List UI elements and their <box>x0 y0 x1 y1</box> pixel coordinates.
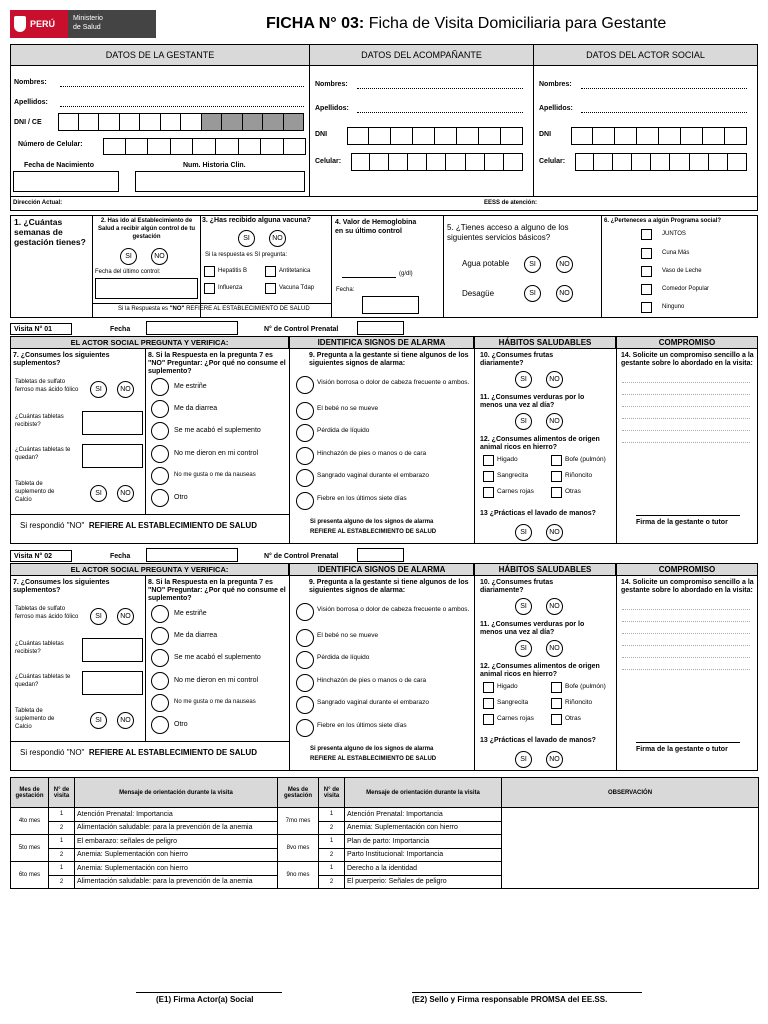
visit-2-motivo-0: Me estriñe <box>174 610 207 617</box>
visit-1-motivo-5: Otro <box>174 494 188 501</box>
: Carnes rojas <box>497 715 534 722</box>
visit-1-compromiso-line[interactable] <box>622 418 750 419</box>
q2-fecha-field[interactable] <box>95 278 198 299</box>
visit-1-compromiso-line[interactable] <box>622 382 750 383</box>
visit-2-sulfato-no[interactable]: NO <box>117 608 134 625</box>
apellidos-field[interactable] <box>60 106 304 107</box>
visit-1-firma: Firma de la gestante o tutor <box>636 519 728 526</box>
q3-no[interactable]: NO <box>269 230 286 247</box>
visit-1-signo-2-radio[interactable] <box>296 424 314 442</box>
signature-line-e1 <box>136 992 282 993</box>
visit-1-actor-hdr: EL ACTOR SOCIAL PREGUNTA Y VERIFICA: <box>10 336 289 349</box>
: Carnes rojas <box>497 488 534 495</box>
visit-2-signo-2: Pérdida de líquido <box>317 654 370 661</box>
visit-1-control-field[interactable] <box>357 321 404 335</box>
visit-2-signo-5: Fiebre en los últimos siete días <box>317 722 407 729</box>
col-visita-2: N° de visita <box>319 778 345 808</box>
visit-2-fecha-field[interactable] <box>146 548 238 562</box>
visit-2-motivo-2-radio[interactable] <box>151 649 169 667</box>
: Bofe (pulmón) <box>565 456 606 463</box>
q4-fecha-label: Fecha: <box>336 287 355 293</box>
visit-2-actor-hdr: EL ACTOR SOCIAL PREGUNTA Y VERIFICA: <box>10 563 289 576</box>
q4-fecha-field[interactable] <box>362 296 419 314</box>
signature-line-e2 <box>412 992 642 993</box>
visit-1-calcio-si[interactable]: SI <box>90 485 107 502</box>
visit-1-fecha-field[interactable] <box>146 321 238 335</box>
visit-1-signo-5: Fiebre en los últimos siete días <box>317 495 407 502</box>
q6-label: 6. ¿Perteneces a algún Programa social? <box>604 218 722 224</box>
visit-2-alimento-5-check[interactable] <box>551 714 562 725</box>
q2-no[interactable]: NO <box>151 248 168 265</box>
visit-1-label-box <box>10 323 72 335</box>
visit-2-sulfato-si[interactable]: SI <box>90 608 107 625</box>
historia-field[interactable] <box>135 171 305 192</box>
visit-1-alimento-3-check[interactable] <box>551 471 562 482</box>
visit-2-q13: 13 ¿Prácticas el lavado de manos? <box>480 737 596 744</box>
visit-1-compromiso-line[interactable] <box>622 394 750 395</box>
: ¿Cuántas tabletas recibiste? <box>15 641 64 655</box>
actor-celular-label: Celular: <box>539 158 566 165</box>
visit-2-q11-no[interactable]: NO <box>546 640 563 657</box>
visit-2-alarma-hdr: IDENTIFICA SIGNOS DE ALARMA <box>289 563 474 576</box>
prog-ninguno-check[interactable] <box>641 302 652 313</box>
col-visita: N° de visita <box>49 778 75 808</box>
visit-2-compromiso-line[interactable] <box>622 621 750 622</box>
visit-2-signo-0: Visión borrosa o dolor de cabeza frecuente o ambos. <box>317 606 470 613</box>
visit-2-recibiste-field[interactable] <box>82 638 143 662</box>
visit-1-compromiso-line[interactable] <box>622 430 750 431</box>
visit-2-motivo-4-radio[interactable] <box>151 694 169 712</box>
visit-2-label-box <box>10 550 72 562</box>
visit-1-alimento-2-check[interactable] <box>483 471 494 482</box>
visit-2-compromiso-line[interactable] <box>622 609 750 610</box>
agua-si[interactable]: SI <box>524 256 541 273</box>
: Higado <box>497 456 518 463</box>
: Higado <box>497 683 518 690</box>
visit-1-motivo-0: Me estriñe <box>174 383 207 390</box>
visit-1-q13-no[interactable]: NO <box>546 524 563 541</box>
visit-1-motivo-3: No me dieron en mi control <box>174 450 259 457</box>
visit-1-q11: 11. ¿Consumes verduras por lo menos una vez al día? <box>480 394 585 409</box>
actor-nombres-field[interactable] <box>581 88 747 89</box>
gestante-header: DATOS DE LA GESTANTE <box>10 44 310 66</box>
logo <box>10 10 156 38</box>
q4-label: 4. Valor de Hemoglobina en su último control <box>335 219 417 235</box>
col-mensaje: Mensaje de orientación durante la visita <box>75 778 278 808</box>
visit-1-signo-0: Visión borrosa o dolor de cabeza frecuente o ambos. <box>317 379 470 386</box>
visit-2-motivo-3-radio[interactable] <box>151 672 169 690</box>
vac-tdap-check[interactable] <box>265 283 276 294</box>
visit-1-q8: 8. Si la Respuesta en la pregunta 7 es "NO" Preguntar: ¿Por qué no consume el suplemento? <box>148 352 286 375</box>
acomp-dni-label: DNI <box>315 131 328 138</box>
visit-1-q10-no[interactable]: NO <box>546 371 563 388</box>
visit-2-q10-si[interactable]: SI <box>515 598 532 615</box>
visit-2-motivo-0-radio[interactable] <box>151 605 169 623</box>
visit-2-calcio-si[interactable]: SI <box>90 712 107 729</box>
q3-si[interactable]: SI <box>238 230 255 247</box>
visit-1-alimento-4-check[interactable] <box>483 487 494 498</box>
col-mes-2: Mes de gestación <box>278 778 319 808</box>
visit-2-compromiso-hdr: COMPROMISO <box>616 563 758 576</box>
vac-hepatitis-check[interactable] <box>204 266 215 277</box>
visit-2-signo-2-radio[interactable] <box>296 651 314 669</box>
visit-1-motivo-3-radio[interactable] <box>151 445 169 463</box>
acomp-celular-label: Celular: <box>315 158 342 165</box>
table-row: 6to mes 1 Anemia: Suplementación con hierro 9no mes 1 Derecho a la identidad <box>11 862 759 876</box>
visit-1-q11-no[interactable]: NO <box>546 413 563 430</box>
visit-2-motivo-2: Se me acabó el suplemento <box>174 654 261 661</box>
visit-2-signo-4: Sangrado vaginal durante el embarazo <box>317 699 430 706</box>
visit-2-motivo-1: Me da diarrea <box>174 632 218 639</box>
visit-1-compromiso-line[interactable] <box>622 406 750 407</box>
visit-2-compromiso-line[interactable] <box>622 645 750 646</box>
prog-juntos-check[interactable] <box>641 229 652 240</box>
visit-2-q7: 7. ¿Consumes los siguientes suplementos? <box>13 579 110 594</box>
actor-dni-label: DNI <box>539 131 552 138</box>
vac-influenza-check[interactable] <box>204 283 215 294</box>
: REFIERE AL ESTABLECIMIENTO DE SALUD <box>310 529 437 535</box>
q2-fecha-label: Fecha del último control: <box>95 269 161 275</box>
visit-2-signo-3: Hinchazón de pies o manos o de cara <box>317 677 427 684</box>
visit-1-label: Visita N° 01 <box>14 326 53 333</box>
: Tabletas de sulfato ferroso mas ácido fólico <box>15 606 79 620</box>
visit-1-calcio-no[interactable]: NO <box>117 485 134 502</box>
visit-2-quedan-field[interactable] <box>82 671 143 695</box>
visit-1-signo-5-radio[interactable] <box>296 492 314 510</box>
: Si presenta alguno de los signos de alarma <box>310 746 434 752</box>
visit-2-refiere: Si respondió "NO" REFIERE AL ESTABLECIMIENTO DE SALUD <box>20 748 257 757</box>
visit-2-q11-si[interactable]: SI <box>515 640 532 657</box>
fecha-nac-field[interactable] <box>13 171 119 192</box>
visit-2-fecha-label: Fecha <box>110 553 131 560</box>
: Bofe (pulmón) <box>565 683 606 690</box>
table-row: 2 Alimentación saludable: para la prevención de la anemia 2 El puerperio: Señales de peligro <box>11 875 759 889</box>
visit-1-alimento-1-check[interactable] <box>551 455 562 466</box>
visit-1-signo-4-radio[interactable] <box>296 469 314 487</box>
refiere-note: Si la Respuesta es "NO" REFIERE AL ESTABLECIMIENTO DE SALUD <box>118 306 310 312</box>
visit-1-alimento-5-check[interactable] <box>551 487 562 498</box>
col-mensaje-2: Mensaje de orientación durante la visita <box>345 778 502 808</box>
visit-1-signo-1: El bebé no se mueve <box>317 405 379 412</box>
peru-logo: PERÚ <box>10 10 68 38</box>
visit-1-motivo-5-radio[interactable] <box>151 489 169 507</box>
visit-1-q7: 7. ¿Consumes los siguientes suplementos? <box>13 352 110 367</box>
: Sangrecita <box>497 472 529 479</box>
visit-1-control-label: N° de Control Prenatal <box>264 326 339 333</box>
visit-1-alimento-0-check[interactable] <box>483 455 494 466</box>
dni-ce-label: DNI / CE <box>14 119 42 126</box>
visit-2-compromiso-line[interactable] <box>622 633 750 634</box>
acomp-nombres-field[interactable] <box>357 88 523 89</box>
visit-1-q9: 9. Pregunta a la gestante si tiene algunos de los siguientes signos de alarma: <box>309 352 469 367</box>
visit-2-q10: 10. ¿Consumes frutas diariamente? <box>480 579 554 594</box>
acompanante-header: DATOS DEL ACOMPAÑANTE <box>309 44 534 66</box>
q5-label: 5. ¿Tienes acceso a alguno de los siguientes servicios básicos? <box>447 223 569 242</box>
historia-label: Num. Historia Clin. <box>183 162 246 169</box>
dni-ce-field[interactable] <box>58 113 304 131</box>
visit-2-motivo-4: No me gusta o me da nauseas <box>174 699 256 705</box>
visit-2-firma: Firma de la gestante o tutor <box>636 746 728 753</box>
table-row: 4to mes 1 Atención Prenatal: Importancia 7mo mes 1 Atención Prenatal: Importancia <box>11 808 759 822</box>
acomp-apellidos-label: Apellidos: <box>315 105 349 112</box>
visit-1-q10: 10. ¿Consumes frutas diariamente? <box>480 352 554 367</box>
q3-label: 3. ¿Has recibido alguna vacuna? <box>202 217 311 224</box>
visit-1-signo-1-radio[interactable] <box>296 402 314 420</box>
eess-label: EESS de atención: <box>484 200 538 206</box>
signature-e1: (E1) Firma Actor(a) Social <box>156 995 254 1004</box>
visit-2-calcio-no[interactable]: NO <box>117 712 134 729</box>
visit-2-signo-1-radio[interactable] <box>296 629 314 647</box>
desague-si[interactable]: SI <box>524 285 541 302</box>
visit-1-q10-si[interactable]: SI <box>515 371 532 388</box>
visit-1-habitos-hdr: HÁBITOS SALUDABLES <box>474 336 616 349</box>
: Otras <box>565 715 581 722</box>
visit-1-motivo-1-radio[interactable] <box>151 400 169 418</box>
visit-2-q13-no[interactable]: NO <box>546 751 563 768</box>
visit-2-alimento-4-check[interactable] <box>483 714 494 725</box>
nombres-label: Nombres: <box>14 79 47 86</box>
: ¿Cuántas tabletas recibiste? <box>15 414 64 428</box>
visit-1-q14: 14. Solicite un compromiso sencillo a la gestante sobre lo abordado en la visita: <box>621 352 754 367</box>
visit-1-q11-si[interactable]: SI <box>515 413 532 430</box>
actor-header: DATOS DEL ACTOR SOCIAL <box>533 44 758 66</box>
visit-1-motivo-2: Se me acabó el suplemento <box>174 427 261 434</box>
: Riñoncito <box>565 699 593 706</box>
shield-icon <box>14 16 26 32</box>
visit-2-control-label: N° de Control Prenatal <box>264 553 339 560</box>
: ¿Cuántas tabletas te quedan? <box>15 674 71 688</box>
observacion-field[interactable] <box>502 808 759 889</box>
visit-2-q9: 9. Pregunta a la gestante si tiene algunos de los siguientes signos de alarma: <box>309 579 469 594</box>
visit-1-recibiste-field[interactable] <box>82 411 143 435</box>
visit-2-compromiso-line[interactable] <box>622 657 750 658</box>
visit-2-alimento-1-check[interactable] <box>551 682 562 693</box>
: Otras <box>565 488 581 495</box>
acomp-apellidos-field[interactable] <box>357 112 523 113</box>
visit-1-signo-0-radio[interactable] <box>296 376 314 394</box>
visit-1-q13: 13 ¿Prácticas el lavado de manos? <box>480 510 596 517</box>
visit-2-alimento-2-check[interactable] <box>483 698 494 709</box>
visit-2-compromiso-line[interactable] <box>622 669 750 670</box>
q3-si-pregunta: Si la respuesta es SI pregunta: <box>205 252 288 258</box>
ministry-logo: Ministerio de Salud <box>68 10 156 38</box>
col-mes: Mes de gestación <box>11 778 49 808</box>
: Riñoncito <box>565 472 593 479</box>
visit-1-motivo-2-radio[interactable] <box>151 422 169 440</box>
signature-e2: (E2) Sello y Firma responsable PROMSA del EE.SS. <box>412 995 608 1004</box>
: Tableta de suplemento de Calcio <box>15 708 55 730</box>
celular-num-label: Número de Celular: <box>18 141 83 148</box>
visit-2-alimento-0-check[interactable] <box>483 682 494 693</box>
: REFIERE AL ESTABLECIMIENTO DE SALUD <box>310 756 437 762</box>
visit-1-sulfato-no[interactable]: NO <box>117 381 134 398</box>
visit-1-sulfato-si[interactable]: SI <box>90 381 107 398</box>
visit-2-signo-1: El bebé no se mueve <box>317 632 379 639</box>
visit-2-motivo-5-radio[interactable] <box>151 716 169 734</box>
visit-2-label: Visita N° 02 <box>14 553 53 560</box>
actor-apellidos-label: Apellidos: <box>539 105 573 112</box>
q1-label: 1. ¿Cuántas semanas de gestación tienes? <box>14 217 86 247</box>
q2-label: 2. Has ido al Establecimiento de Salud a recibir algún control de tu gestación <box>97 218 195 240</box>
visit-1-refiere: Si respondió "NO" REFIERE AL ESTABLECIMIENTO DE SALUD <box>20 521 257 530</box>
agua-no[interactable]: NO <box>556 256 573 273</box>
visit-2-q13-si[interactable]: SI <box>515 751 532 768</box>
: Tabletas de sulfato ferroso mas ácido fólico <box>15 379 79 393</box>
visit-1-signo-4: Sangrado vaginal durante el embarazo <box>317 472 430 479</box>
celular-num-field[interactable] <box>103 138 307 155</box>
actor-nombres-label: Nombres: <box>539 81 572 88</box>
: Sangrecita <box>497 699 529 706</box>
visit-2-control-field[interactable] <box>357 548 404 562</box>
visit-2-alimento-3-check[interactable] <box>551 698 562 709</box>
apellidos-label: Apellidos: <box>14 99 48 106</box>
fecha-nac-label: Fecha de Nacimiento <box>24 162 95 169</box>
prog-cunamas-check[interactable] <box>641 248 652 259</box>
direccion-label: Dirección Actual: <box>13 200 63 206</box>
visit-1-signo-3: Hinchazón de pies o manos o de cara <box>317 450 427 457</box>
visit-1-fecha-label: Fecha <box>110 326 131 333</box>
visit-1-alarma-hdr: IDENTIFICA SIGNOS DE ALARMA <box>289 336 474 349</box>
desague-no[interactable]: NO <box>556 285 573 302</box>
visit-1-motivo-4-radio[interactable] <box>151 467 169 485</box>
table-row: 2 Anemia: Suplementación con hierro 2 Parto Institucional: Importancia <box>11 848 759 862</box>
col-observacion: OBSERVACIÓN <box>502 778 759 808</box>
page-title: FICHA N° 03: Ficha de Visita Domiciliaria para Gestante <box>266 15 667 32</box>
visit-2-q14: 14. Solicite un compromiso sencillo a la gestante sobre lo abordado en la visita: <box>621 579 754 594</box>
visit-1-q13-si[interactable]: SI <box>515 524 532 541</box>
nombres-field[interactable] <box>60 86 304 87</box>
actor-apellidos-field[interactable] <box>581 112 747 113</box>
table-row: 2 Alimentación saludable: para la prevención de la anemia 2 Anemia: Suplementación con hierro <box>11 821 759 835</box>
q4-value-line[interactable] <box>342 277 396 278</box>
visit-1-quedan-field[interactable] <box>82 444 143 468</box>
visit-1-motivo-4: No me gusta o me da nauseas <box>174 472 256 478</box>
: Tableta de suplemento de Calcio <box>15 481 55 503</box>
prog-comedor-check[interactable] <box>641 284 652 295</box>
visit-1-compromiso-line[interactable] <box>622 442 750 443</box>
visit-1-compromiso-hdr: COMPROMISO <box>616 336 758 349</box>
visit-2-habitos-hdr: HÁBITOS SALUDABLES <box>474 563 616 576</box>
visit-2-q11: 11. ¿Consumes verduras por lo menos una vez al día? <box>480 621 585 636</box>
visit-2-q10-no[interactable]: NO <box>546 598 563 615</box>
: Si presenta alguno de los signos de alarma <box>310 519 434 525</box>
visit-1-motivo-1: Me da diarrea <box>174 405 218 412</box>
visit-2-signo-5-radio[interactable] <box>296 719 314 737</box>
table-row: 5to mes 1 El embarazo: señales de peligro 8vo mes 1 Plan de parto: Importancia <box>11 835 759 849</box>
: ¿Cuántas tabletas te quedan? <box>15 447 71 461</box>
visit-2-signo-4-radio[interactable] <box>296 696 314 714</box>
visit-2-q8: 8. Si la Respuesta en la pregunta 7 es "NO" Preguntar: ¿Por qué no consume el suplemento? <box>148 579 286 602</box>
visit-1-signo-3-radio[interactable] <box>296 447 314 465</box>
q2-si[interactable]: SI <box>120 248 137 265</box>
visit-2-motivo-5: Otro <box>174 721 188 728</box>
actor-celular-field[interactable] <box>575 153 747 171</box>
acomp-dni-field[interactable] <box>347 127 523 145</box>
actor-dni-field[interactable] <box>571 127 747 145</box>
acomp-nombres-label: Nombres: <box>315 81 348 88</box>
vac-antitetanica-check[interactable] <box>265 266 276 277</box>
prog-vaso-check[interactable] <box>641 266 652 277</box>
orientation-table <box>10 777 758 889</box>
visit-2-motivo-1-radio[interactable] <box>151 627 169 645</box>
visit-1-q12: 12. ¿Consumes alimentos de origen animal ricos en hierro? <box>480 436 600 451</box>
acomp-celular-field[interactable] <box>351 153 523 171</box>
visit-2-signo-3-radio[interactable] <box>296 674 314 692</box>
visit-2-q12: 12. ¿Consumes alimentos de origen animal ricos en hierro? <box>480 663 600 678</box>
visit-1-signo-2: Pérdida de líquido <box>317 427 370 434</box>
visit-2-signo-0-radio[interactable] <box>296 603 314 621</box>
visit-1-motivo-0-radio[interactable] <box>151 378 169 396</box>
visit-2-motivo-3: No me dieron en mi control <box>174 677 259 684</box>
